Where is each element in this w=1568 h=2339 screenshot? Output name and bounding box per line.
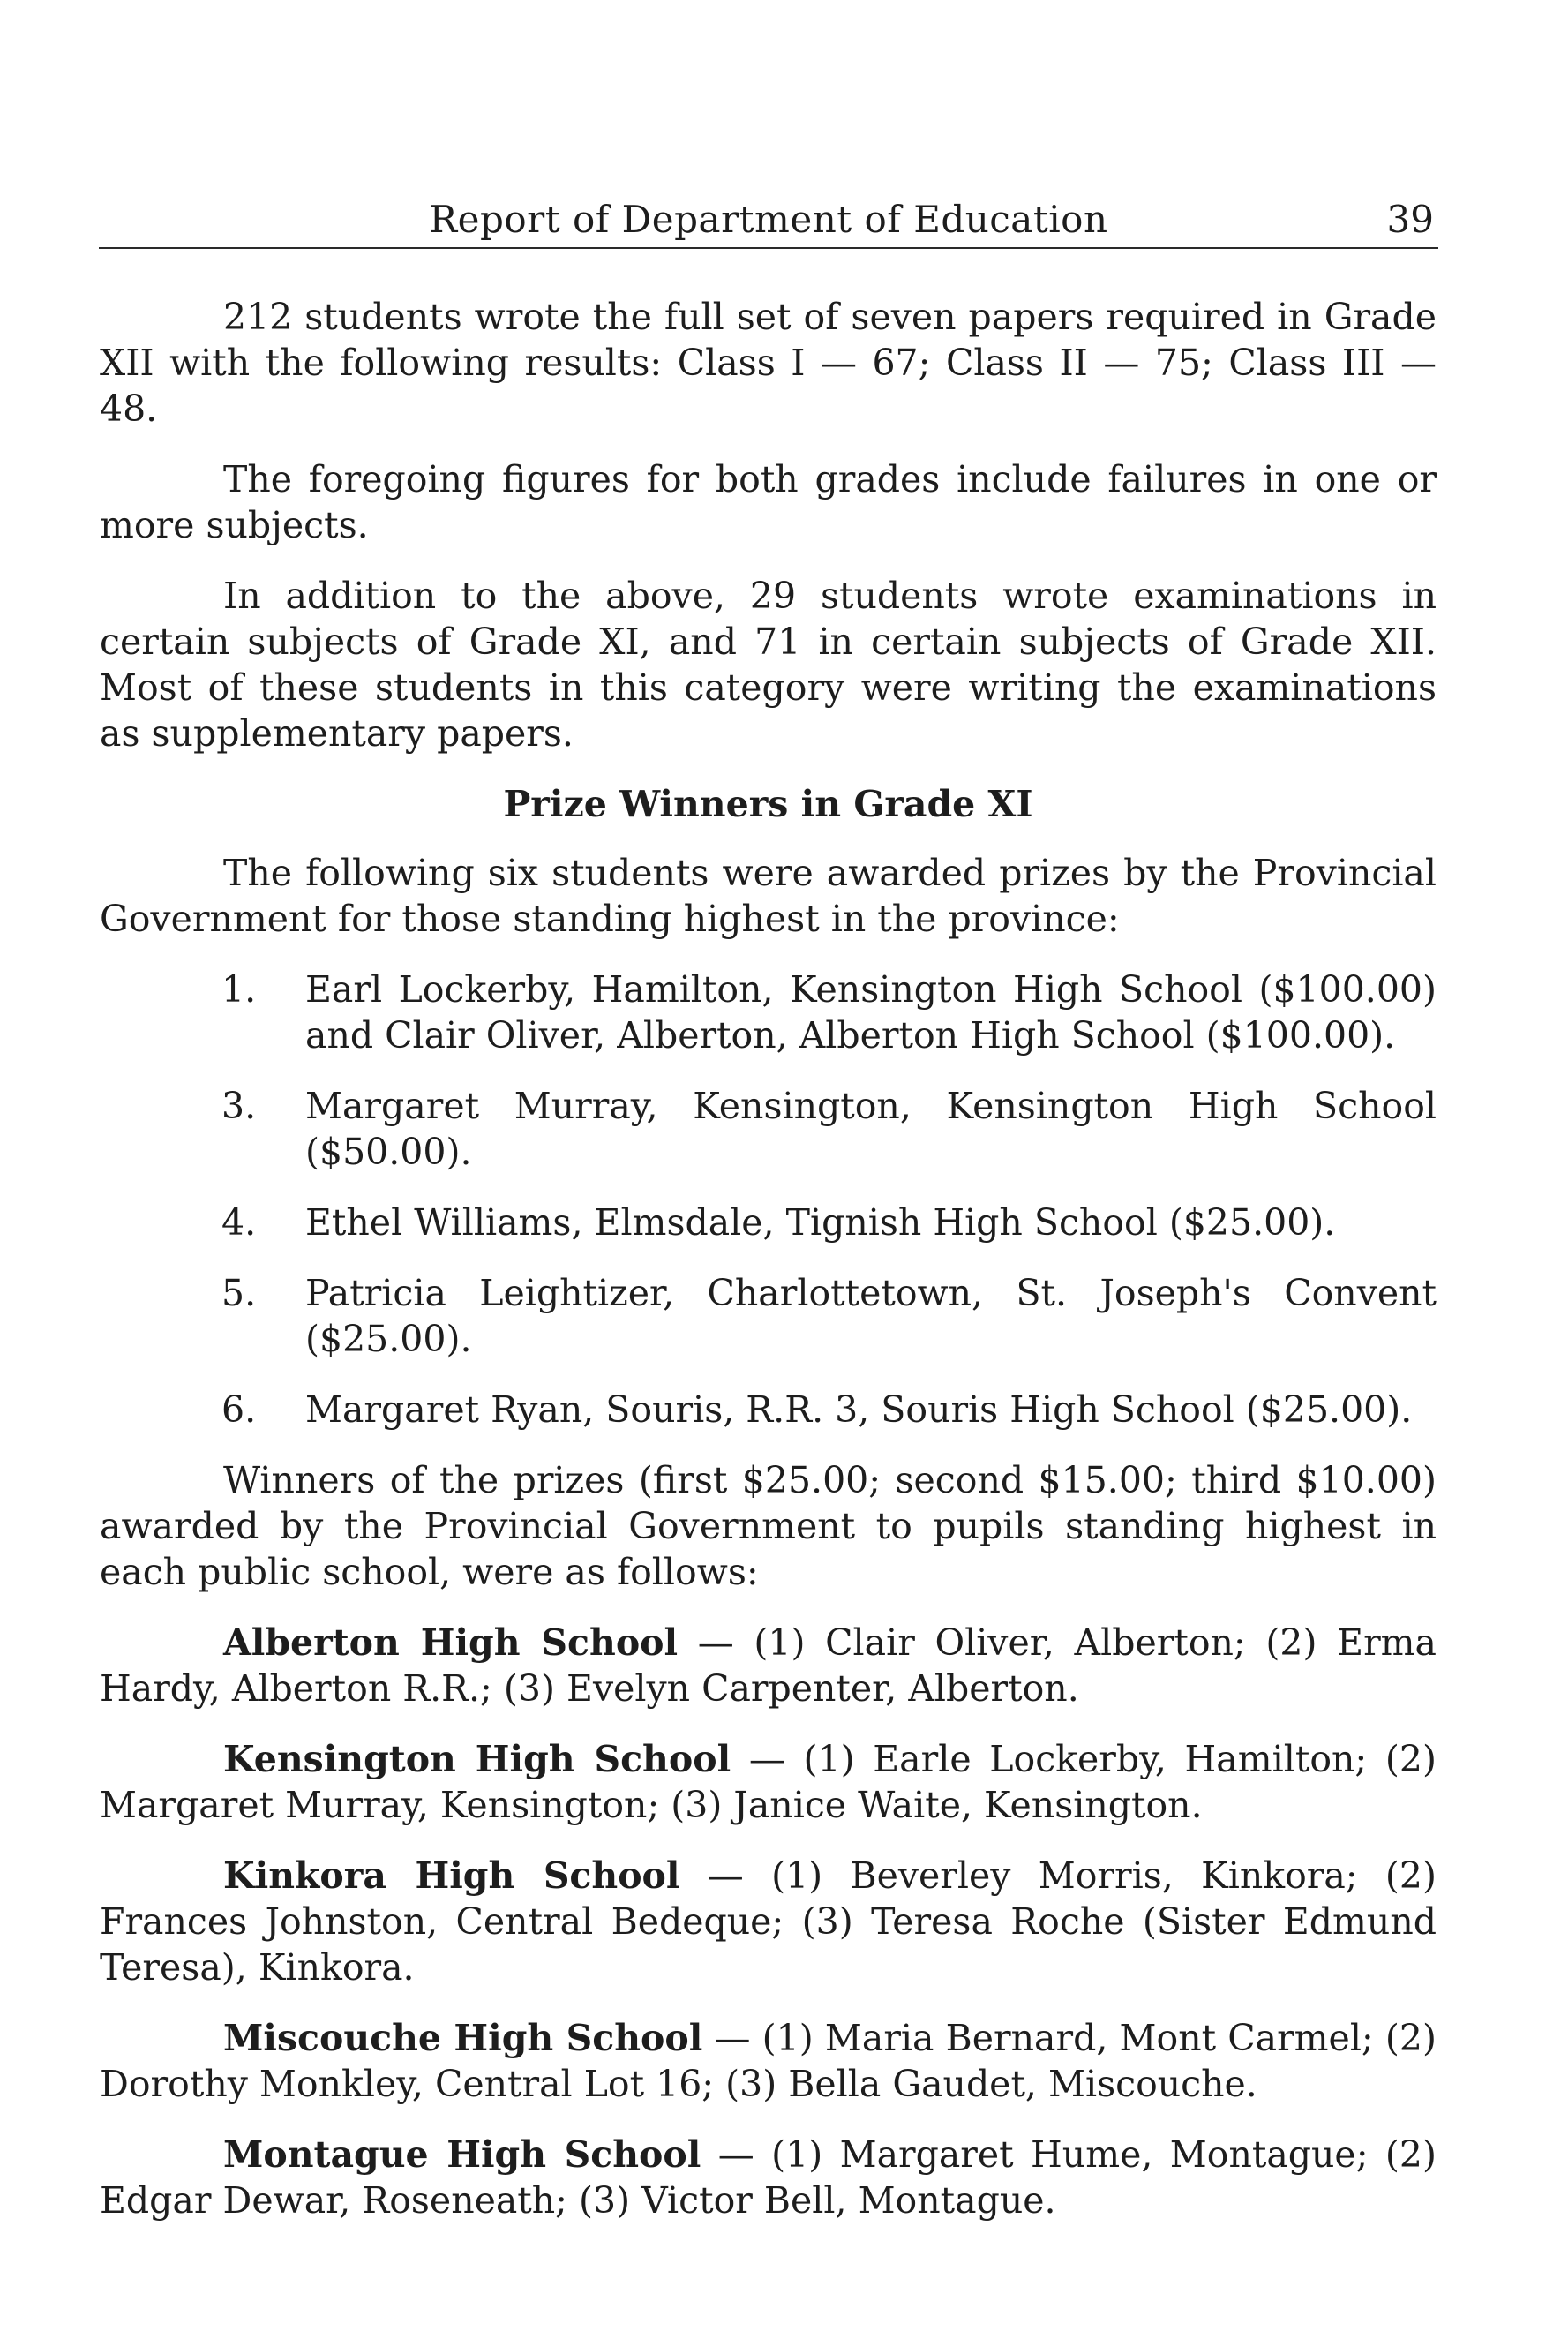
list-item bbox=[100, 966, 1437, 1058]
page-body bbox=[100, 294, 1437, 2248]
list-item-text: Ethel Williams, Elmsdale, Tignish High School ($25.00). bbox=[305, 1201, 1336, 1244]
list-item bbox=[100, 1270, 1437, 1362]
paragraph-school-prizes-intro: Winners of the prizes (first $25.00; second $15.00; third $10.00) awarded by the Provincial Government to pupils standing highest in each public school, were as follows: bbox=[100, 1459, 1437, 1593]
list-item-text: Margaret Ryan, Souris, R.R. 3, Souris High School ($25.00). bbox=[305, 1388, 1413, 1431]
list-item-number: 4. bbox=[221, 1201, 257, 1244]
school-winners-text: — (1) Margaret Hume, Montague; (2) Edgar Dewar, Roseneath; (3) Victor Bell, Montague. bbox=[100, 2133, 1437, 2222]
school-entry-montague bbox=[100, 2132, 1437, 2223]
header-title: Report of Department of Education bbox=[429, 198, 1108, 241]
list-item bbox=[100, 1200, 1437, 1245]
school-entry-kinkora bbox=[100, 1853, 1437, 1990]
paragraph-failures-note: The foregoing figures for both grades include failures in one or more subjects. bbox=[100, 458, 1437, 546]
list-item bbox=[100, 1387, 1437, 1433]
list-item-number: 3. bbox=[221, 1085, 257, 1127]
list-item bbox=[100, 1083, 1437, 1175]
prize-winner-list bbox=[100, 966, 1437, 1433]
school-name: Alberton High School bbox=[223, 1621, 679, 1664]
list-item-number: 6. bbox=[221, 1388, 257, 1431]
school-winners-text: — (1) Maria Bernard, Mont Carmel; (2) Dorothy Monkley, Central Lot 16; (3) Bella Gaudet, Miscouche. bbox=[100, 2017, 1437, 2105]
list-item-number: 1. bbox=[221, 968, 257, 1011]
school-entry-miscouche bbox=[100, 2015, 1437, 2107]
school-entry-alberton bbox=[100, 1620, 1437, 1711]
list-item-text: Patricia Leightizer, Charlottetown, St. Joseph's Convent ($25.00). bbox=[305, 1272, 1437, 1360]
page-number: 39 bbox=[1386, 198, 1434, 241]
list-item-text: Earl Lockerby, Hamilton, Kensington High School ($100.00) and Clair Oliver, Alberton, Alberton High School ($100.00). bbox=[305, 968, 1437, 1057]
list-item-text: Margaret Murray, Kensington, Kensington High School ($50.00). bbox=[305, 1085, 1437, 1173]
paragraph-supplementary: In addition to the above, 29 students wrote examinations in certain subjects of Grade XI, and 71 in certain subjects of Grade XII. Most of these students in this category were writing the examinations as supplementary papers. bbox=[100, 575, 1437, 755]
section-heading: Prize Winners in Grade XI bbox=[503, 783, 1033, 825]
school-entry-kensington bbox=[100, 1736, 1437, 1828]
paragraph-grade-xii-results: 212 students wrote the full set of seven papers required in Grade XII with the following results: Class I — 67; Class II — 75; Class III — 48. bbox=[100, 296, 1437, 430]
running-header bbox=[99, 194, 1438, 249]
school-winners-text: — (1) Beverley Morris, Kinkora; (2) Frances Johnston, Central Bedeque; (3) Teresa Roche (Sister Edmund Teresa), Kinkora. bbox=[100, 1854, 1437, 1989]
school-winners-text: — (1) Earle Lockerby, Hamilton; (2) Margaret Murray, Kensington; (3) Janice Waite, Kensington. bbox=[100, 1738, 1437, 1826]
school-name: Montague High School bbox=[223, 2133, 701, 2176]
list-item-number: 5. bbox=[221, 1272, 257, 1314]
school-name: Miscouche High School bbox=[223, 2017, 703, 2059]
paragraph-prize-intro: The following six students were awarded prizes by the Provincial Government for those standing highest in the province: bbox=[100, 852, 1437, 940]
school-name: Kinkora High School bbox=[223, 1854, 680, 1897]
school-winners-text: — (1) Clair Oliver, Alberton; (2) Erma Hardy, Alberton R.R.; (3) Evelyn Carpenter, Alberton. bbox=[100, 1621, 1437, 1710]
school-name: Kensington High School bbox=[223, 1738, 731, 1780]
